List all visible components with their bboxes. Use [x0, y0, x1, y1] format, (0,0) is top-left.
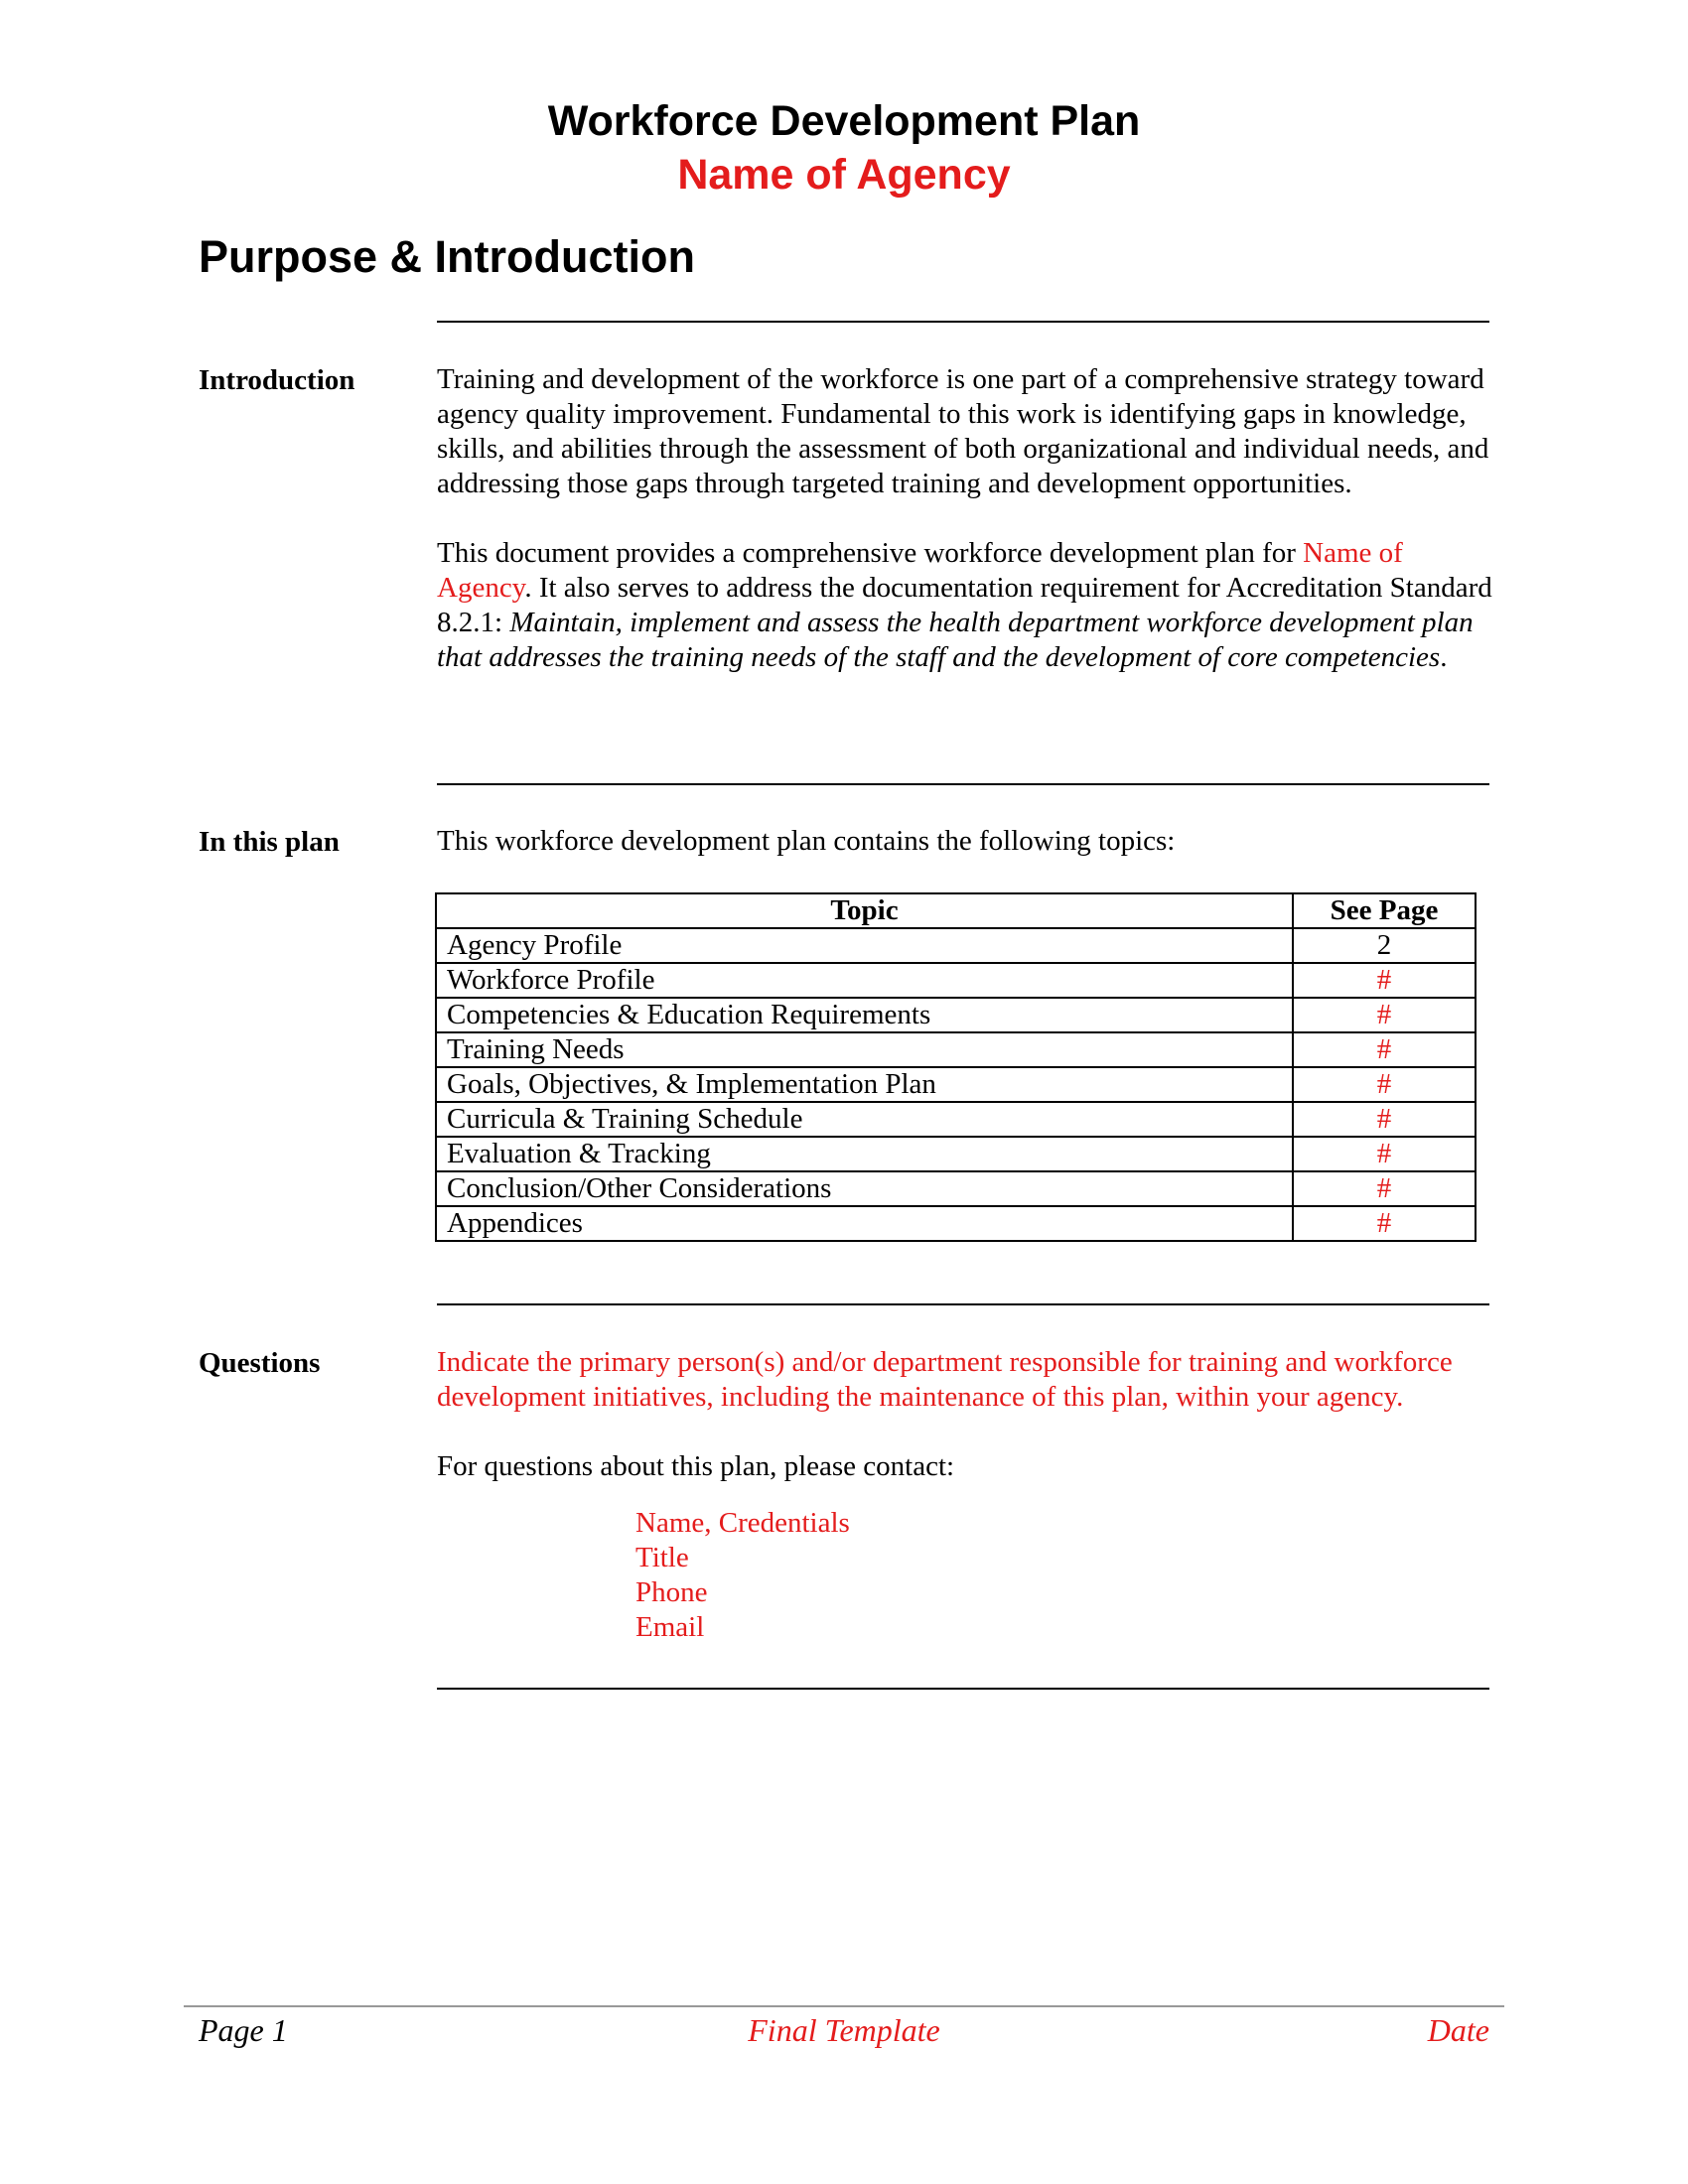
contact-email: Email — [635, 1611, 705, 1643]
table-row — [436, 1171, 1476, 1206]
table-row — [436, 1206, 1476, 1241]
page-cell: # — [1293, 1206, 1476, 1241]
footer-page-number: Page 1 — [199, 2012, 288, 2048]
footer-date: Date — [1427, 2012, 1489, 2048]
page-cell: # — [1293, 1067, 1476, 1102]
topic-column-header: Topic — [436, 893, 1293, 928]
page-cell: # — [1293, 1171, 1476, 1206]
topic-cell: Goals, Objectives, & Implementation Plan — [436, 1067, 1293, 1102]
page-cell: 2 — [1293, 928, 1476, 963]
in-this-plan-intro: This workforce development plan contains the following topics: — [437, 825, 1176, 857]
topics-table — [435, 892, 1477, 1242]
table-row — [436, 1137, 1476, 1171]
page-cell: # — [1293, 963, 1476, 998]
accreditation-standard-text: Maintain, implement and assess the health department workforce development plan that addresses the training needs of the staff and the development of core competencies — [437, 607, 1474, 673]
topic-cell: Appendices — [436, 1206, 1293, 1241]
agency-name-inline: Name of Agency — [437, 537, 1403, 604]
paragraph-text: . It also serves to address the documentation requirement for Accreditation Standard 8.2.1: — [437, 572, 1492, 638]
topic-cell: Evaluation & Tracking — [436, 1137, 1293, 1171]
divider — [437, 1688, 1489, 1690]
topic-cell: Conclusion/Other Considerations — [436, 1171, 1293, 1206]
section-heading: Purpose & Introduction — [199, 231, 695, 282]
questions-label: Questions — [199, 1347, 321, 1379]
page-cell: # — [1293, 1102, 1476, 1137]
table-row — [436, 1067, 1476, 1102]
see-page-column-header: See Page — [1293, 893, 1476, 928]
introduction-paragraph-1: Training and development of the workforce is one part of a comprehensive strategy toward agency quality improvement. Fundamental to this work is identifying gaps in knowledge, skills, and abilities through the assessment of both organizational and individual needs, and addressing those gaps through targeted training and development opportunities. — [437, 363, 1489, 499]
topic-cell: Competencies & Education Requirements — [436, 998, 1293, 1032]
contact-phone: Phone — [635, 1576, 708, 1608]
divider — [437, 1303, 1489, 1305]
page-cell: # — [1293, 998, 1476, 1032]
topic-cell: Training Needs — [436, 1032, 1293, 1067]
table-row — [436, 1102, 1476, 1137]
introduction-label: Introduction — [199, 364, 355, 396]
in-this-plan-label: In this plan — [199, 826, 340, 858]
topic-cell: Curricula & Training Schedule — [436, 1102, 1293, 1137]
questions-instruction: Indicate the primary person(s) and/or department responsible for training and workforce development initiatives, including the maintenance of this plan, within your agency. — [437, 1346, 1453, 1413]
footer-status: Final Template — [748, 2012, 940, 2048]
introduction-paragraph-2 — [437, 536, 1499, 675]
paragraph-text: . — [1440, 641, 1448, 673]
divider — [437, 783, 1489, 785]
contact-name: Name, Credentials — [635, 1507, 850, 1539]
contact-intro: For questions about this plan, please contact: — [437, 1450, 955, 1482]
table-row — [436, 1032, 1476, 1067]
contact-block — [635, 1506, 850, 1645]
document-header — [0, 94, 1688, 202]
page-cell: # — [1293, 1032, 1476, 1067]
table-row — [436, 928, 1476, 963]
topic-cell: Agency Profile — [436, 928, 1293, 963]
document-title: Workforce Development Plan — [547, 97, 1141, 145]
questions-body — [437, 1345, 1499, 1484]
divider — [437, 321, 1489, 323]
paragraph-text: This document provides a comprehensive workforce development plan for — [437, 537, 1304, 569]
table-row — [436, 998, 1476, 1032]
table-header-row — [436, 893, 1476, 928]
table-row — [436, 963, 1476, 998]
page-cell: # — [1293, 1137, 1476, 1171]
footer-divider — [184, 2005, 1504, 2007]
agency-name-placeholder: Name of Agency — [677, 151, 1011, 199]
topic-cell: Workforce Profile — [436, 963, 1293, 998]
contact-title: Title — [635, 1542, 689, 1573]
introduction-body — [437, 362, 1499, 675]
